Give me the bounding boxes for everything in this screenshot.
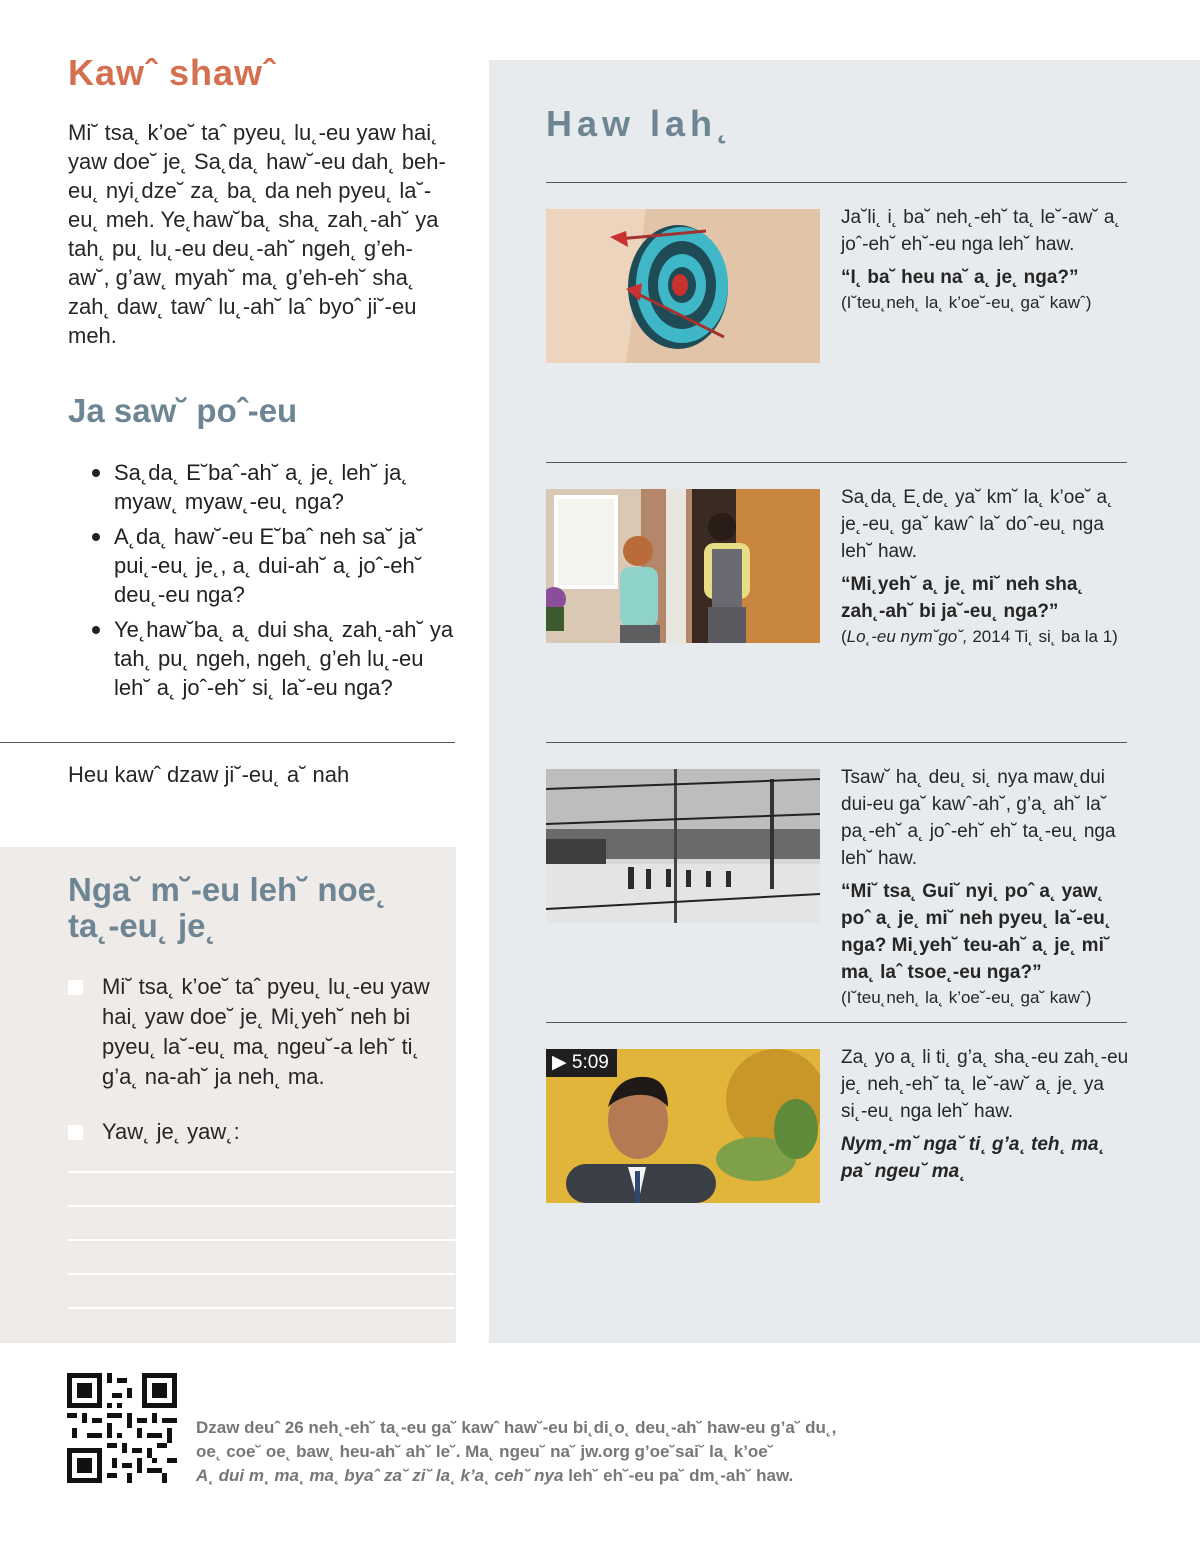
card-question: “I˛ ba˘ heu na˘ a˛ je˛ nga?” <box>841 267 1079 288</box>
footer-line: oe˛ coe˘ oe˛ baw˛ heu-ah˘ ah˘ le˘. Ma˛ ngeu˘ na˘ jw.org g’oe˘sai˘ la˛ k’oe˘ <box>196 1442 774 1461</box>
camp-photo[interactable] <box>546 769 820 923</box>
questions-heading: Ja saw˘ poˆ-eu <box>68 392 298 429</box>
video-thumbnail[interactable] <box>546 1049 820 1203</box>
card-description: Tsaw˘ ha˛ deu˛ si˛ nya maw˛dui dui-eu ga˘ kawˆ-ah˘, g’a˛ ah˘ la˘ pa˛-eh˘ a˛ joˆ-eh˘ eh˘ ta˛-eu˛ nga leh˘ haw. <box>841 767 1116 869</box>
source-rest: 2014 Ti˛ si˛ ba la 1) <box>967 627 1118 646</box>
card-description: Sa˛da˛ E˛de˛ ya˘ km˘ la˛ k’oe˘ a˛ je˛-eu˛ ga˘ kawˆ la˘ doˆ-eu˛ nga leh˘ haw. <box>841 487 1114 562</box>
card-text <box>841 484 1131 649</box>
divider <box>546 1022 1127 1023</box>
divider <box>546 462 1127 463</box>
video-title[interactable]: Nym˛-m˘ nga˘ ti˛ g’a˛ teh˛ ma˛ pa˘ ngeu˘ ma˛ <box>841 1134 1105 1182</box>
target-image[interactable] <box>546 209 820 363</box>
divider <box>546 182 1127 183</box>
card-question: “Mi˛yeh˘ a˛ je˛ mi˘ neh sha˛ zah˛-ah˘ bi ja˘-eu˛ nga?” <box>841 574 1084 622</box>
intro-heading: Kawˆ shawˆ <box>68 52 277 93</box>
goal-checkbox-item[interactable] <box>68 1117 438 1147</box>
question-list <box>90 458 460 708</box>
write-line[interactable] <box>68 1273 455 1275</box>
card-description: Za˛ yo a˛ li ti˛ g’a˛ sha˛-eu zah˛-eu je˛ neh˛-eh˘ ta˛ le˘-aw˘ a˛ je˛ ya si˛-eu˛ nga leh˘ haw. <box>841 1047 1129 1122</box>
card-source[interactable]: (I˘teu˛neh˛ la˛ k’oe˘-eu˛ ga˘ kawˆ) <box>841 988 1092 1007</box>
write-line[interactable] <box>68 1307 455 1309</box>
card-text <box>841 1044 1131 1185</box>
goal-heading: Nga˘ m˘-eu leh˘ noe˛ ta˛-eu˛ je˛ <box>68 871 387 944</box>
write-line[interactable] <box>68 1171 455 1173</box>
write-line[interactable] <box>68 1205 455 1207</box>
card-text <box>841 764 1131 1010</box>
barbed-wire-camp-photo <box>546 769 820 923</box>
card-source[interactable]: (Lo˛-eu nym˘go˘, 2014 Ti˛ si˛ ba la 1) <box>841 627 1118 646</box>
footer-italic-title[interactable]: A˛ dui m˛ ma˛ ma˛ byaˆ za˘ zi˘ la˛ k’a˛ ceh˘ nya <box>196 1466 564 1485</box>
question-item: Ye˛haw˘ba˛ a˛ dui sha˛ zah˛-ah˘ ya tah˛ pu˛ ngeh, ngeh˛ g’eh lu˛-eu leh˘ a˛ joˆ-eh˘ si˛ la˘-eu nga? <box>90 615 460 702</box>
question-item: A˛da˛ haw˘-eu E˘baˆ neh sa˘ ja˘ pui˛-eu˛ je˛, a˛ dui-ah˘ a˛ joˆ-eh˘ deu˛-eu nga? <box>90 522 460 609</box>
panel-heading: Haw lah˛ <box>546 103 735 144</box>
footer-line: Dzaw deuˆ 26 neh˛-eh˘ ta˛-eu ga˘ kawˆ haw˘-eu bi˛di˛o˛ deu˛-ah˘ haw-eu g’a˘ du˛, <box>196 1418 837 1437</box>
goal-item-text: Yaw˛ je˛ yaw˛: <box>102 1119 240 1144</box>
question-item: Sa˛da˛ E˘baˆ-ah˘ a˛ je˛ leh˘ ja˛ myaw˛ myaw˛-eu˛ nga? <box>90 458 460 516</box>
play-duration-badge[interactable]: ▶ 5:09 <box>546 1049 617 1077</box>
doorstep-photo[interactable] <box>546 489 820 643</box>
card-source[interactable]: (I˘teu˛neh˛ la˛ k’oe˘-eu˛ ga˘ kawˆ) <box>841 293 1092 312</box>
write-line[interactable] <box>68 1239 455 1241</box>
card-question: “Mi˘ tsa˛ Gui˘ nyi˛ poˆ a˛ yaw˛ poˆ a˛ je˛ mi˘ neh pyeu˛ la˘-eu˛ nga? Mi˛yeh˘ teu-ah˘ a˛ je˛ mi˘ ma˛ laˆ tsoe˛-eu nga?” <box>841 881 1112 983</box>
intro-paragraph: Mi˘ tsa˛ k’oe˘ taˆ pyeu˛ lu˛-eu yaw hai˛ yaw doe˘ je˛ Sa˛da˛ haw˘-eu dah˛ beh-eu˛ nyi˛dze˘ za˛ ba˛ da neh pyeu˛ la˘-eu˛ meh. Ye˛haw˘ba˛ sha˛ zah˛-ah˘ ya tah˛ pu˛ lu˛-eu deu˛-ah˘ ngeh˛ g’eh-aw˘, g’aw˛ myah˘ ma˛ g’eh-eh˘ sha˛ zah˛ daw˛ tawˆ lu˛-ah˘ laˆ byoˆ ji˘-eu meh. <box>68 120 446 348</box>
qr-code-icon[interactable] <box>67 1373 177 1483</box>
checkbox[interactable] <box>68 1125 83 1140</box>
goal-checkbox-item[interactable] <box>68 972 438 1092</box>
dartboard-illustration <box>546 209 820 363</box>
qr-code-graphic <box>67 1373 177 1483</box>
source-title: Lo˛-eu nym˘go˘, <box>846 627 968 646</box>
card-text <box>841 204 1131 315</box>
goal-item-text: Mi˘ tsa˛ k’oe˘ taˆ pyeu˛ lu˛-eu yaw hai˛ yaw doe˘ je˛ Mi˛yeh˘ neh bi pyeu˛ la˘-eu˛ ma˛ ngeu˘-a leh˘ ti˛ g’a˛ na-ah˘ ja neh˛ ma. <box>102 974 430 1089</box>
divider <box>546 742 1127 743</box>
card-description: Ja˘li˛ i˛ ba˘ neh˛-eh˘ ta˛ le˘-aw˘ a˛ joˆ-eh˘ eh˘-eu nga leh˘ haw. <box>841 207 1121 255</box>
checkbox[interactable] <box>68 980 83 995</box>
footer-note <box>196 1416 896 1488</box>
footer-line-end: leh˘ eh˘-eu pa˘ dm˛-ah˘ haw. <box>563 1466 794 1485</box>
later-prompt: Heu kawˆ dzaw ji˘-eu˛ a˘ nah <box>68 762 350 787</box>
footer-line <box>196 1464 896 1488</box>
doorstep-conversation-photo <box>546 489 820 643</box>
divider <box>0 742 455 743</box>
